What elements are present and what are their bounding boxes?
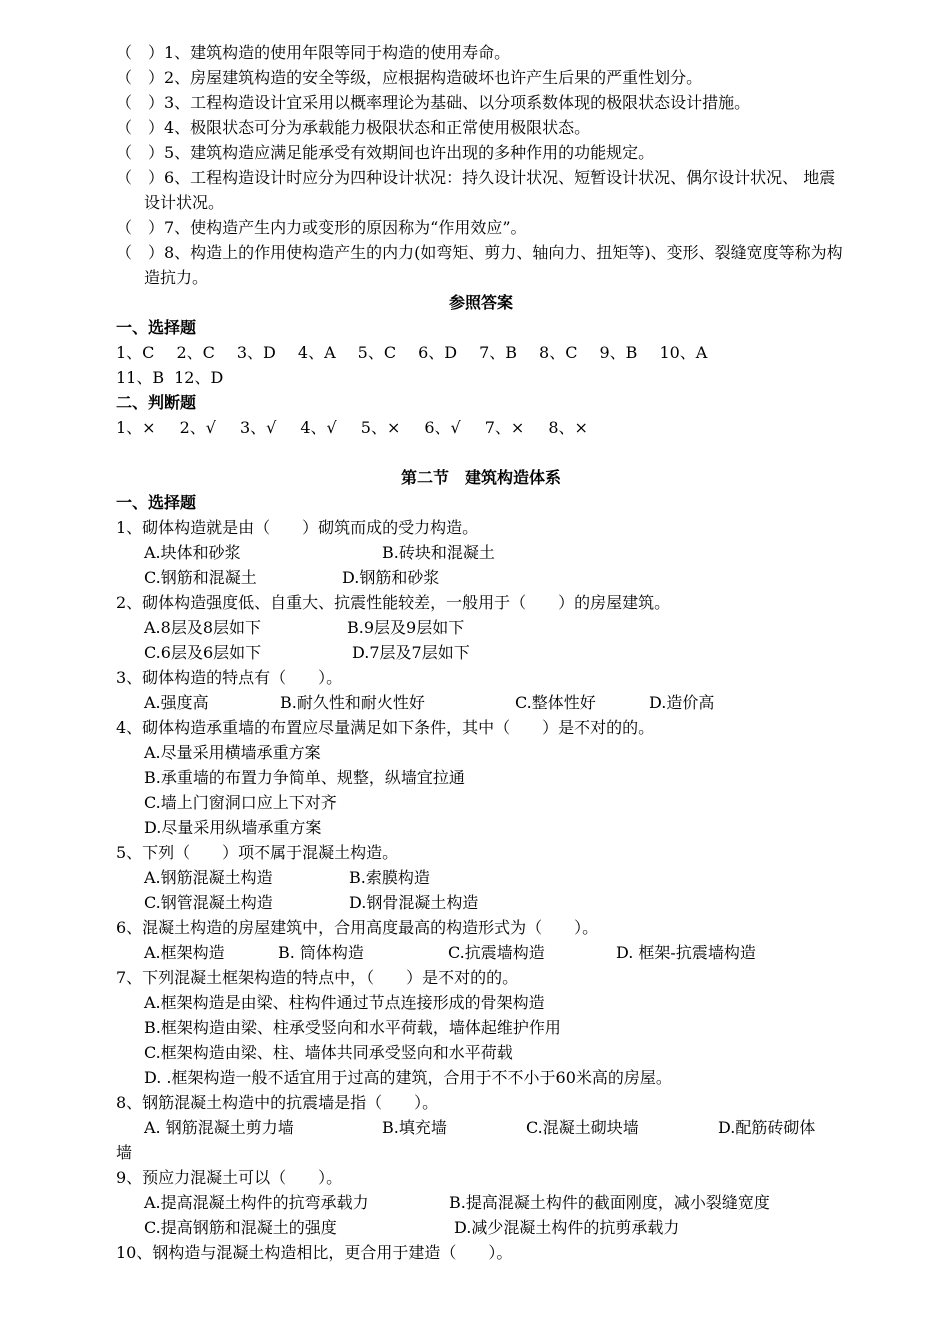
option: D.7层及7层如下	[352, 643, 470, 662]
question-stem: 10、钢构造与混凝土构造相比，更合用于建造（ ）。	[116, 1243, 513, 1262]
judge-list	[116, 40, 846, 290]
question-stem: 9、预应力混凝土可以（ ）。	[116, 1168, 343, 1187]
option: A.8层及8层如下	[144, 618, 262, 637]
option: A.钢筋混凝土构造	[144, 868, 273, 887]
answer: 6、√	[424, 418, 461, 437]
option-row: A.尽量采用横墙承重方案	[144, 743, 321, 762]
spacer	[116, 440, 846, 465]
option: D.减少混凝土构件的抗剪承载力	[454, 1218, 680, 1237]
option: A.强度高	[144, 693, 209, 712]
option: B.9层及9层如下	[347, 618, 465, 637]
option: B.索膜构造	[349, 868, 430, 887]
option: B. 筒体构造	[278, 943, 364, 962]
answer: 8、C	[539, 343, 578, 362]
option: B.填充墙	[382, 1118, 447, 1137]
option: D.钢骨混凝土构造	[349, 893, 479, 912]
answer: 2、√	[179, 418, 216, 437]
answer: 4、√	[300, 418, 337, 437]
option: C.整体性好	[515, 693, 596, 712]
judge-item: （ ）8、构造上的作用使构造产生的内力(如弯矩、剪力、轴向力、扭矩等)、变形、裂缝宽度等称为构造抗力。	[116, 243, 843, 287]
answer: 2、C	[176, 343, 215, 362]
option-row	[116, 640, 846, 665]
option-row	[116, 1215, 846, 1240]
option: A.框架构造	[144, 943, 225, 962]
option-row: C.框架构造由梁、柱、墙体共同承受竖向和水平荷载	[144, 1043, 513, 1062]
option: C.提高钢筋和混凝土的强度	[144, 1218, 337, 1237]
option-row	[116, 1190, 846, 1215]
option-row	[116, 865, 846, 890]
answers-choice-row	[116, 365, 846, 390]
option-row: B.承重墙的布置力争简单、规整，纵墙宜拉通	[144, 768, 465, 787]
option: D.配筋砖砌体	[718, 1118, 816, 1137]
question-stem: 7、下列混凝土框架构造的特点中，（ ）是不对的的。	[116, 968, 519, 987]
answers-choice-heading: 一、选择题	[116, 318, 197, 337]
answer: 10、A	[659, 343, 708, 362]
judge-item: （ ）2、房屋建筑构造的安全等级，应根据构造破坏也许产生后果的严重性划分。	[116, 68, 703, 87]
option: D.钢筋和砂浆	[342, 568, 440, 587]
judge-item: （ ）7、使构造产生内力或变形的原因称为“作用效应”。	[116, 218, 527, 237]
answer: 11、B	[116, 368, 165, 387]
question-stem: 2、砌体构造强度低、自重大、抗震性能较差，一般用于（ ）的房屋建筑。	[116, 593, 671, 612]
answers-judge-row	[116, 415, 846, 440]
option-row	[116, 540, 846, 565]
judge-item: （ ）4、极限状态可分为承载能力极限状态和正常使用极限状态。	[116, 118, 591, 137]
question-stem: 6、混凝土构造的房屋建筑中，合用高度最高的构造形式为（ ）。	[116, 918, 599, 937]
answer: 7、B	[479, 343, 518, 362]
option-row	[116, 690, 846, 715]
section-heading: 一、选择题	[116, 493, 197, 512]
option: B.耐久性和耐火性好	[280, 693, 425, 712]
judge-item: （ ）6、工程构造设计时应分为四种设计状况：持久设计状况、短暂设计状况、偶尔设计状况、 地震设计状况。	[116, 168, 836, 212]
option-row	[116, 940, 846, 965]
question-stem: 5、下列（ ）项不属于混凝土构造。	[116, 843, 399, 862]
answer: 5、C	[357, 343, 397, 362]
question-stem: 3、砌体构造的特点有（ ）。	[116, 668, 343, 687]
option: C.抗震墙构造	[448, 943, 545, 962]
question-stem: 4、砌体构造承重墙的布置应尽量满足如下条件，其中（ ）是不对的的。	[116, 718, 655, 737]
answer: 3、√	[239, 418, 277, 437]
answer: 12、D	[174, 368, 224, 387]
option-row	[116, 890, 846, 915]
option-row	[116, 615, 846, 640]
option: A.提高混凝土构件的抗弯承载力	[144, 1193, 369, 1212]
answer: 8、×	[548, 418, 588, 437]
option: C.钢筋和混凝土	[144, 568, 257, 587]
option: C.混凝土砌块墙	[526, 1118, 639, 1137]
answer: 6、D	[418, 343, 458, 362]
answer: 3、D	[236, 343, 276, 362]
option-row: B.框架构造由梁、柱承受竖向和水平荷载，墙体起维护作用	[144, 1018, 561, 1037]
option: D. 框架-抗震墙构造	[616, 943, 756, 962]
question-stem: 8、钢筋混凝土构造中的抗震墙是指（ ）。	[116, 1093, 439, 1112]
option-row: C.墙上门窗洞口应上下对齐	[144, 793, 337, 812]
question-stem: 1、砌体构造就是由（ ）砌筑而成的受力构造。	[116, 518, 479, 537]
option: B.砖块和混凝土	[382, 543, 495, 562]
option: C.钢管混凝土构造	[144, 893, 273, 912]
answer: 4、A	[297, 343, 336, 362]
judge-item: （ ）1、建筑构造的使用年限等同于构造的使用寿命。	[116, 43, 511, 62]
answer: 7、×	[484, 418, 525, 437]
judge-item: （ ）3、工程构造设计宜采用以概率理论为基础、以分项系数体现的极限状态设计措施。	[116, 93, 751, 112]
option: B.提高混凝土构件的截面刚度，减小裂缝宽度	[449, 1193, 770, 1212]
answer: 5、×	[360, 418, 401, 437]
answers-judge-heading: 二、判断题	[116, 393, 197, 412]
answer: 1、×	[116, 418, 156, 437]
answer: 1、C	[116, 343, 155, 362]
option-continuation: 墙	[116, 1143, 133, 1162]
answers-choice-row	[116, 340, 846, 365]
option-row	[116, 565, 846, 590]
option-row	[116, 1115, 846, 1140]
option: A. 钢筋混凝土剪力墙	[144, 1118, 294, 1137]
option: A.块体和砂浆	[144, 543, 241, 562]
answer: 9、B	[599, 343, 638, 362]
section-title: 第二节 建筑构造体系	[400, 468, 561, 487]
option-row: D. .框架构造一般不适宜用于过高的建筑，合用于不不小于60米高的房屋。	[144, 1068, 672, 1087]
option-row: D.尽量采用纵墙承重方案	[144, 818, 322, 837]
answers-title: 参照答案	[448, 293, 513, 312]
option: D.造价高	[649, 693, 715, 712]
option: C.6层及6层如下	[144, 643, 262, 662]
option-row: A.框架构造是由梁、柱构件通过节点连接形成的骨架构造	[144, 993, 545, 1012]
judge-item: （ ）5、建筑构造应满足能承受有效期间也许出现的多种作用的功能规定。	[116, 143, 655, 162]
document-page	[116, 40, 846, 1265]
